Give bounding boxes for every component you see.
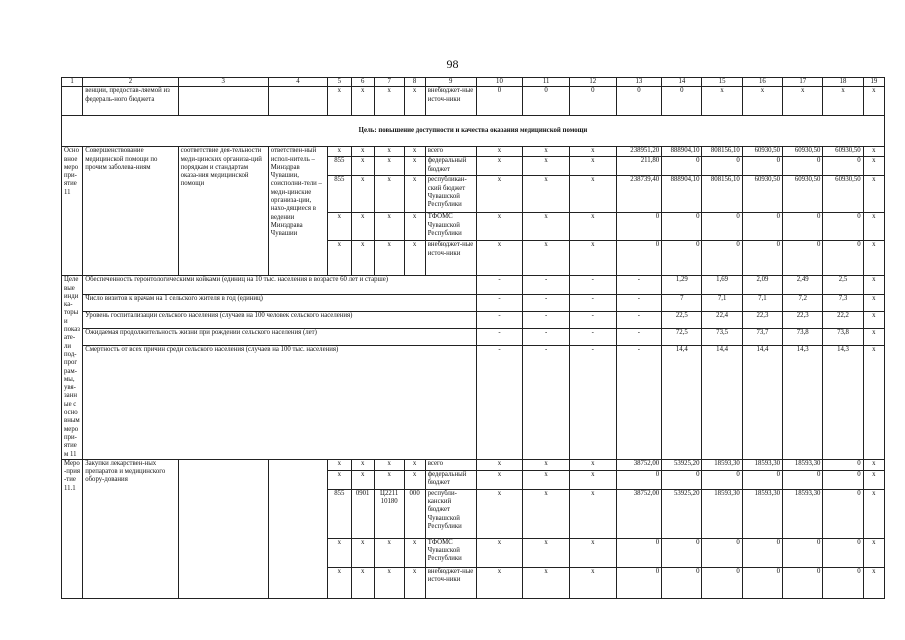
- table-cell: [178, 87, 268, 116]
- value-cell: x: [823, 87, 863, 116]
- indicator-value: 7,1: [742, 294, 782, 311]
- value-cell: x: [476, 213, 523, 241]
- indicator-value: 73,5: [702, 328, 742, 345]
- value-cell: x: [476, 489, 523, 538]
- value-cell: x: [523, 538, 570, 567]
- code-cell: 855: [328, 176, 351, 213]
- column-number-cell: 13: [616, 78, 662, 87]
- code-cell: x: [328, 538, 351, 567]
- code-cell: x: [351, 157, 374, 176]
- event-11-1-row: [62, 459, 885, 470]
- value-cell: 0: [702, 538, 742, 567]
- column-number-cell: 8: [404, 78, 425, 87]
- value-cell: x: [569, 538, 616, 567]
- code-cell: x: [351, 87, 374, 116]
- value-cell: x: [569, 489, 616, 538]
- indicator-value: 7: [662, 294, 702, 311]
- value-cell: x: [863, 213, 884, 241]
- value-cell: 0: [616, 87, 662, 116]
- value-cell: 0: [662, 87, 702, 116]
- value-cell: 0: [823, 157, 863, 176]
- value-cell: 0: [783, 241, 823, 276]
- indicator-value: -: [476, 345, 523, 459]
- value-cell: 0: [783, 470, 823, 489]
- column-number-cell: 18: [823, 78, 863, 87]
- indicator-value: -: [616, 294, 662, 311]
- code-cell: 855: [328, 157, 351, 176]
- code-cell: Ц2211 10180: [374, 489, 404, 538]
- indicators-label: Целевые индика-торы и показате-ли под-програм-мы, увя-занные с основным меропри-ятием 11: [62, 276, 83, 460]
- indicator-row: [62, 328, 885, 345]
- code-cell: x: [404, 147, 425, 157]
- column-number-cell: 4: [268, 78, 327, 87]
- source-cell: ТФОМС Чувашской Республики: [425, 213, 476, 241]
- indicator-value: 72,5: [662, 328, 702, 345]
- value-cell: x: [863, 489, 884, 538]
- indicator-value: x: [863, 294, 884, 311]
- indicator-value: x: [863, 276, 884, 295]
- table-cell: [268, 87, 327, 116]
- indicator-value: -: [569, 328, 616, 345]
- code-cell: x: [404, 176, 425, 213]
- value-cell: x: [863, 176, 884, 213]
- value-cell: 0: [823, 470, 863, 489]
- value-cell: 18593,30: [702, 459, 742, 470]
- column-number-cell: 1: [62, 78, 83, 87]
- value-cell: x: [523, 567, 570, 598]
- value-cell: 0: [702, 213, 742, 241]
- value-cell: 38752,00: [616, 489, 662, 538]
- value-cell: 0: [783, 538, 823, 567]
- indicator-value: -: [476, 276, 523, 295]
- source-cell: федеральный бюджет: [425, 470, 476, 489]
- indicator-value: 2,5: [823, 276, 863, 295]
- value-cell: x: [569, 459, 616, 470]
- value-cell: 0: [783, 157, 823, 176]
- code-cell: x: [404, 538, 425, 567]
- value-cell: x: [476, 147, 523, 157]
- value-cell: x: [476, 470, 523, 489]
- indicator-value: 7,3: [823, 294, 863, 311]
- value-cell: 0: [662, 567, 702, 598]
- column-number-cell: 5: [328, 78, 351, 87]
- value-cell: 60930,50: [742, 147, 782, 157]
- code-cell: x: [404, 241, 425, 276]
- value-cell: 60930,50: [742, 176, 782, 213]
- value-cell: 0: [662, 470, 702, 489]
- value-cell: x: [569, 213, 616, 241]
- value-cell: x: [523, 176, 570, 213]
- indicator-value: 14,4: [662, 345, 702, 459]
- column-number-cell: 14: [662, 78, 702, 87]
- indicator-text: Число визитов к врачам на 1 сельского жителя в год (единиц): [83, 294, 476, 311]
- indicator-value: x: [863, 311, 884, 328]
- indicator-value: 7,1: [702, 294, 742, 311]
- value-cell: 0: [523, 87, 570, 116]
- value-cell: x: [476, 241, 523, 276]
- value-cell: 18593,30: [742, 459, 782, 470]
- source-cell: ТФОМС Чувашской Республики: [425, 538, 476, 567]
- code-cell: x: [351, 213, 374, 241]
- description-cell: венции, предостав-ляемой из федераль-ного бюджета: [83, 87, 178, 116]
- code-cell: x: [328, 87, 351, 116]
- column-number-cell: 3: [178, 78, 268, 87]
- indicator-value: 14,4: [742, 345, 782, 459]
- indicator-value: 22,2: [823, 311, 863, 328]
- value-cell: x: [523, 241, 570, 276]
- code-cell: x: [374, 213, 404, 241]
- indicator-value: 1,29: [662, 276, 702, 295]
- value-cell: 18593,30: [783, 459, 823, 470]
- value-cell: x: [863, 459, 884, 470]
- value-cell: 0: [662, 157, 702, 176]
- continuation-row: [62, 87, 885, 116]
- event-11-description: Совершенствование медицинской помощи по прочим заболева-ниям: [83, 147, 178, 276]
- indicator-value: 2,09: [742, 276, 782, 295]
- value-cell: 0: [823, 489, 863, 538]
- value-cell: 238951,20: [616, 147, 662, 157]
- indicator-value: 7,2: [783, 294, 823, 311]
- code-cell: x: [374, 176, 404, 213]
- indicator-text: Смертность от всех причин среди сельского населения (случаев на 100 тыс. населения): [83, 345, 476, 459]
- value-cell: 0: [742, 241, 782, 276]
- source-cell: всего: [425, 459, 476, 470]
- value-cell: 53925,20: [662, 489, 702, 538]
- code-cell: x: [374, 459, 404, 470]
- value-cell: 0: [823, 459, 863, 470]
- value-cell: 38752,00: [616, 459, 662, 470]
- indicator-value: x: [863, 345, 884, 459]
- code-cell: x: [374, 147, 404, 157]
- column-number-cell: 12: [569, 78, 616, 87]
- value-cell: 0: [702, 157, 742, 176]
- code-cell: 0901: [351, 489, 374, 538]
- value-cell: x: [569, 470, 616, 489]
- goal-row: [62, 116, 885, 147]
- indicator-value: -: [523, 311, 570, 328]
- value-cell: 60930,50: [783, 147, 823, 157]
- value-cell: 0: [662, 213, 702, 241]
- event-11-1-label: Меро-прия-тие 11.1: [62, 459, 83, 598]
- source-cell: федеральный бюджет: [425, 157, 476, 176]
- code-cell: x: [351, 470, 374, 489]
- indicator-value: 22,5: [662, 311, 702, 328]
- indicator-value: 22,3: [783, 311, 823, 328]
- page-number: 98: [446, 57, 459, 71]
- value-cell: 238739,40: [616, 176, 662, 213]
- value-cell: 0: [702, 241, 742, 276]
- code-cell: x: [404, 157, 425, 176]
- event-11-executor: ответствен-ный испол-нитель – Минздрав Чувашии, соисполни-тели – меди-цинские организа-ции, нахо-дящиеся в ведении Минздрава Чувашии: [268, 147, 327, 276]
- value-cell: 0: [476, 87, 523, 116]
- code-cell: x: [404, 567, 425, 598]
- code-cell: x: [328, 470, 351, 489]
- value-cell: 60930,50: [783, 176, 823, 213]
- value-cell: 888904,10: [662, 147, 702, 157]
- event-11-result: соответствие дея-тельности меди-цинских организа-ций порядкам и стандартам оказа-ния медицинской помощи: [178, 147, 268, 276]
- value-cell: 0: [783, 567, 823, 598]
- indicator-row: [62, 294, 885, 311]
- value-cell: 211,80: [616, 157, 662, 176]
- value-cell: 0: [616, 538, 662, 567]
- value-cell: x: [783, 87, 823, 116]
- code-cell: x: [374, 157, 404, 176]
- value-cell: 0: [823, 538, 863, 567]
- value-cell: 0: [662, 241, 702, 276]
- value-cell: 0: [569, 87, 616, 116]
- value-cell: 18593,30: [742, 489, 782, 538]
- indicator-value: -: [569, 345, 616, 459]
- column-number-cell: 9: [425, 78, 476, 87]
- source-cell: внебюджет-ные источ-ники: [425, 241, 476, 276]
- column-number-cell: 15: [702, 78, 742, 87]
- indicator-value: 22,4: [702, 311, 742, 328]
- table-body: [62, 78, 885, 599]
- code-cell: x: [374, 567, 404, 598]
- indicator-value: x: [863, 328, 884, 345]
- code-cell: 000: [404, 489, 425, 538]
- indicator-row: [62, 311, 885, 328]
- code-cell: x: [374, 87, 404, 116]
- code-cell: x: [374, 241, 404, 276]
- code-cell: x: [404, 87, 425, 116]
- value-cell: x: [569, 567, 616, 598]
- code-cell: x: [328, 459, 351, 470]
- value-cell: x: [742, 87, 782, 116]
- value-cell: x: [523, 147, 570, 157]
- program-table: [61, 77, 885, 599]
- source-cell: внебюджет-ные источ-ники: [425, 87, 476, 116]
- code-cell: x: [351, 147, 374, 157]
- indicator-text: Ожидаемая продолжительность жизни при рождении сельского населения (лет): [83, 328, 476, 345]
- indicator-value: 14,4: [702, 345, 742, 459]
- value-cell: x: [476, 157, 523, 176]
- indicator-value: 14,3: [823, 345, 863, 459]
- indicator-value: 22,3: [742, 311, 782, 328]
- column-number-cell: 17: [783, 78, 823, 87]
- indicator-text: Уровень госпитализации сельского населения (случаев на 100 человек сельского населения): [83, 311, 476, 328]
- value-cell: 0: [742, 538, 782, 567]
- indicator-value: 73,7: [742, 328, 782, 345]
- indicator-value: -: [523, 328, 570, 345]
- code-cell: x: [404, 213, 425, 241]
- indicator-row: [62, 276, 885, 295]
- source-cell: внебюджет-ные источ-ники: [425, 567, 476, 598]
- column-number-cell: 11: [523, 78, 570, 87]
- value-cell: x: [523, 470, 570, 489]
- value-cell: x: [863, 470, 884, 489]
- column-number-cell: 19: [863, 78, 884, 87]
- code-cell: x: [404, 470, 425, 489]
- value-cell: 18593,30: [783, 489, 823, 538]
- source-cell: республи-канский бюджет Чувашской Республики: [425, 489, 476, 538]
- column-number-cell: 7: [374, 78, 404, 87]
- value-cell: x: [863, 567, 884, 598]
- value-cell: x: [863, 157, 884, 176]
- code-cell: x: [328, 241, 351, 276]
- indicator-value: -: [569, 276, 616, 295]
- indicator-value: 14,3: [783, 345, 823, 459]
- event-11-1-result: [178, 459, 268, 598]
- value-cell: 0: [742, 470, 782, 489]
- code-cell: x: [374, 538, 404, 567]
- value-cell: 0: [823, 213, 863, 241]
- indicator-value: 73,8: [783, 328, 823, 345]
- value-cell: 0: [742, 157, 782, 176]
- value-cell: x: [569, 157, 616, 176]
- value-cell: x: [523, 213, 570, 241]
- source-cell: республикан-ский бюджет Чувашской Республики: [425, 176, 476, 213]
- value-cell: 0: [616, 241, 662, 276]
- value-cell: 0: [823, 567, 863, 598]
- value-cell: 18593,30: [702, 489, 742, 538]
- value-cell: 60930,50: [823, 176, 863, 213]
- value-cell: x: [863, 538, 884, 567]
- event-11-row: [62, 147, 885, 157]
- code-cell: 855: [328, 489, 351, 538]
- value-cell: x: [476, 538, 523, 567]
- value-cell: 808156,10: [702, 147, 742, 157]
- value-cell: 60930,50: [823, 147, 863, 157]
- value-cell: 888904,10: [662, 176, 702, 213]
- event-11-1-executor: [268, 459, 327, 598]
- goal-title: Цель: повышение доступности и качества оказания медицинской помощи: [62, 116, 885, 147]
- value-cell: 0: [662, 538, 702, 567]
- column-number-cell: 2: [83, 78, 178, 87]
- table-cell: [62, 87, 83, 116]
- value-cell: x: [476, 567, 523, 598]
- indicator-value: -: [569, 294, 616, 311]
- indicator-text: Обеспеченность геронтологическими койками (единиц на 10 тыс. населения в возрасте 60 лет и старше): [83, 276, 476, 295]
- code-cell: x: [328, 213, 351, 241]
- value-cell: x: [523, 489, 570, 538]
- indicator-value: -: [616, 276, 662, 295]
- indicator-value: -: [616, 345, 662, 459]
- value-cell: 0: [742, 213, 782, 241]
- code-cell: x: [328, 567, 351, 598]
- value-cell: x: [863, 87, 884, 116]
- value-cell: x: [569, 241, 616, 276]
- value-cell: x: [476, 176, 523, 213]
- value-cell: x: [569, 147, 616, 157]
- code-cell: x: [351, 538, 374, 567]
- value-cell: x: [863, 147, 884, 157]
- indicator-value: -: [523, 276, 570, 295]
- value-cell: 0: [616, 567, 662, 598]
- source-cell: всего: [425, 147, 476, 157]
- column-number-cell: 6: [351, 78, 374, 87]
- indicator-value: -: [616, 328, 662, 345]
- indicator-value: -: [616, 311, 662, 328]
- indicator-value: -: [569, 311, 616, 328]
- indicator-value: 2,49: [783, 276, 823, 295]
- value-cell: x: [569, 176, 616, 213]
- indicator-value: 73,8: [823, 328, 863, 345]
- indicator-value: -: [523, 294, 570, 311]
- value-cell: 53925,20: [662, 459, 702, 470]
- value-cell: x: [863, 241, 884, 276]
- value-cell: 0: [702, 470, 742, 489]
- indicator-value: -: [476, 311, 523, 328]
- indicator-value: 1,69: [702, 276, 742, 295]
- value-cell: 0: [783, 213, 823, 241]
- code-cell: x: [351, 176, 374, 213]
- indicator-row: [62, 345, 885, 459]
- value-cell: 0: [702, 567, 742, 598]
- event-11-1-description: Закупки лекарствен-ных препаратов и медицинского обору-дования: [83, 459, 178, 598]
- event-11-label: Основное меропри-ятие 11: [62, 147, 83, 276]
- value-cell: x: [702, 87, 742, 116]
- value-cell: 0: [616, 213, 662, 241]
- value-cell: 0: [742, 567, 782, 598]
- value-cell: x: [476, 459, 523, 470]
- value-cell: x: [523, 459, 570, 470]
- header-row: [62, 78, 885, 87]
- code-cell: x: [404, 459, 425, 470]
- value-cell: 0: [616, 470, 662, 489]
- column-number-cell: 16: [742, 78, 782, 87]
- code-cell: x: [374, 470, 404, 489]
- value-cell: x: [523, 157, 570, 176]
- column-number-cell: 10: [476, 78, 523, 87]
- indicator-value: -: [476, 328, 523, 345]
- value-cell: 0: [823, 241, 863, 276]
- code-cell: x: [351, 567, 374, 598]
- value-cell: 808156,10: [702, 176, 742, 213]
- code-cell: x: [351, 241, 374, 276]
- code-cell: x: [328, 147, 351, 157]
- indicator-value: -: [476, 294, 523, 311]
- indicator-value: -: [523, 345, 570, 459]
- code-cell: x: [351, 459, 374, 470]
